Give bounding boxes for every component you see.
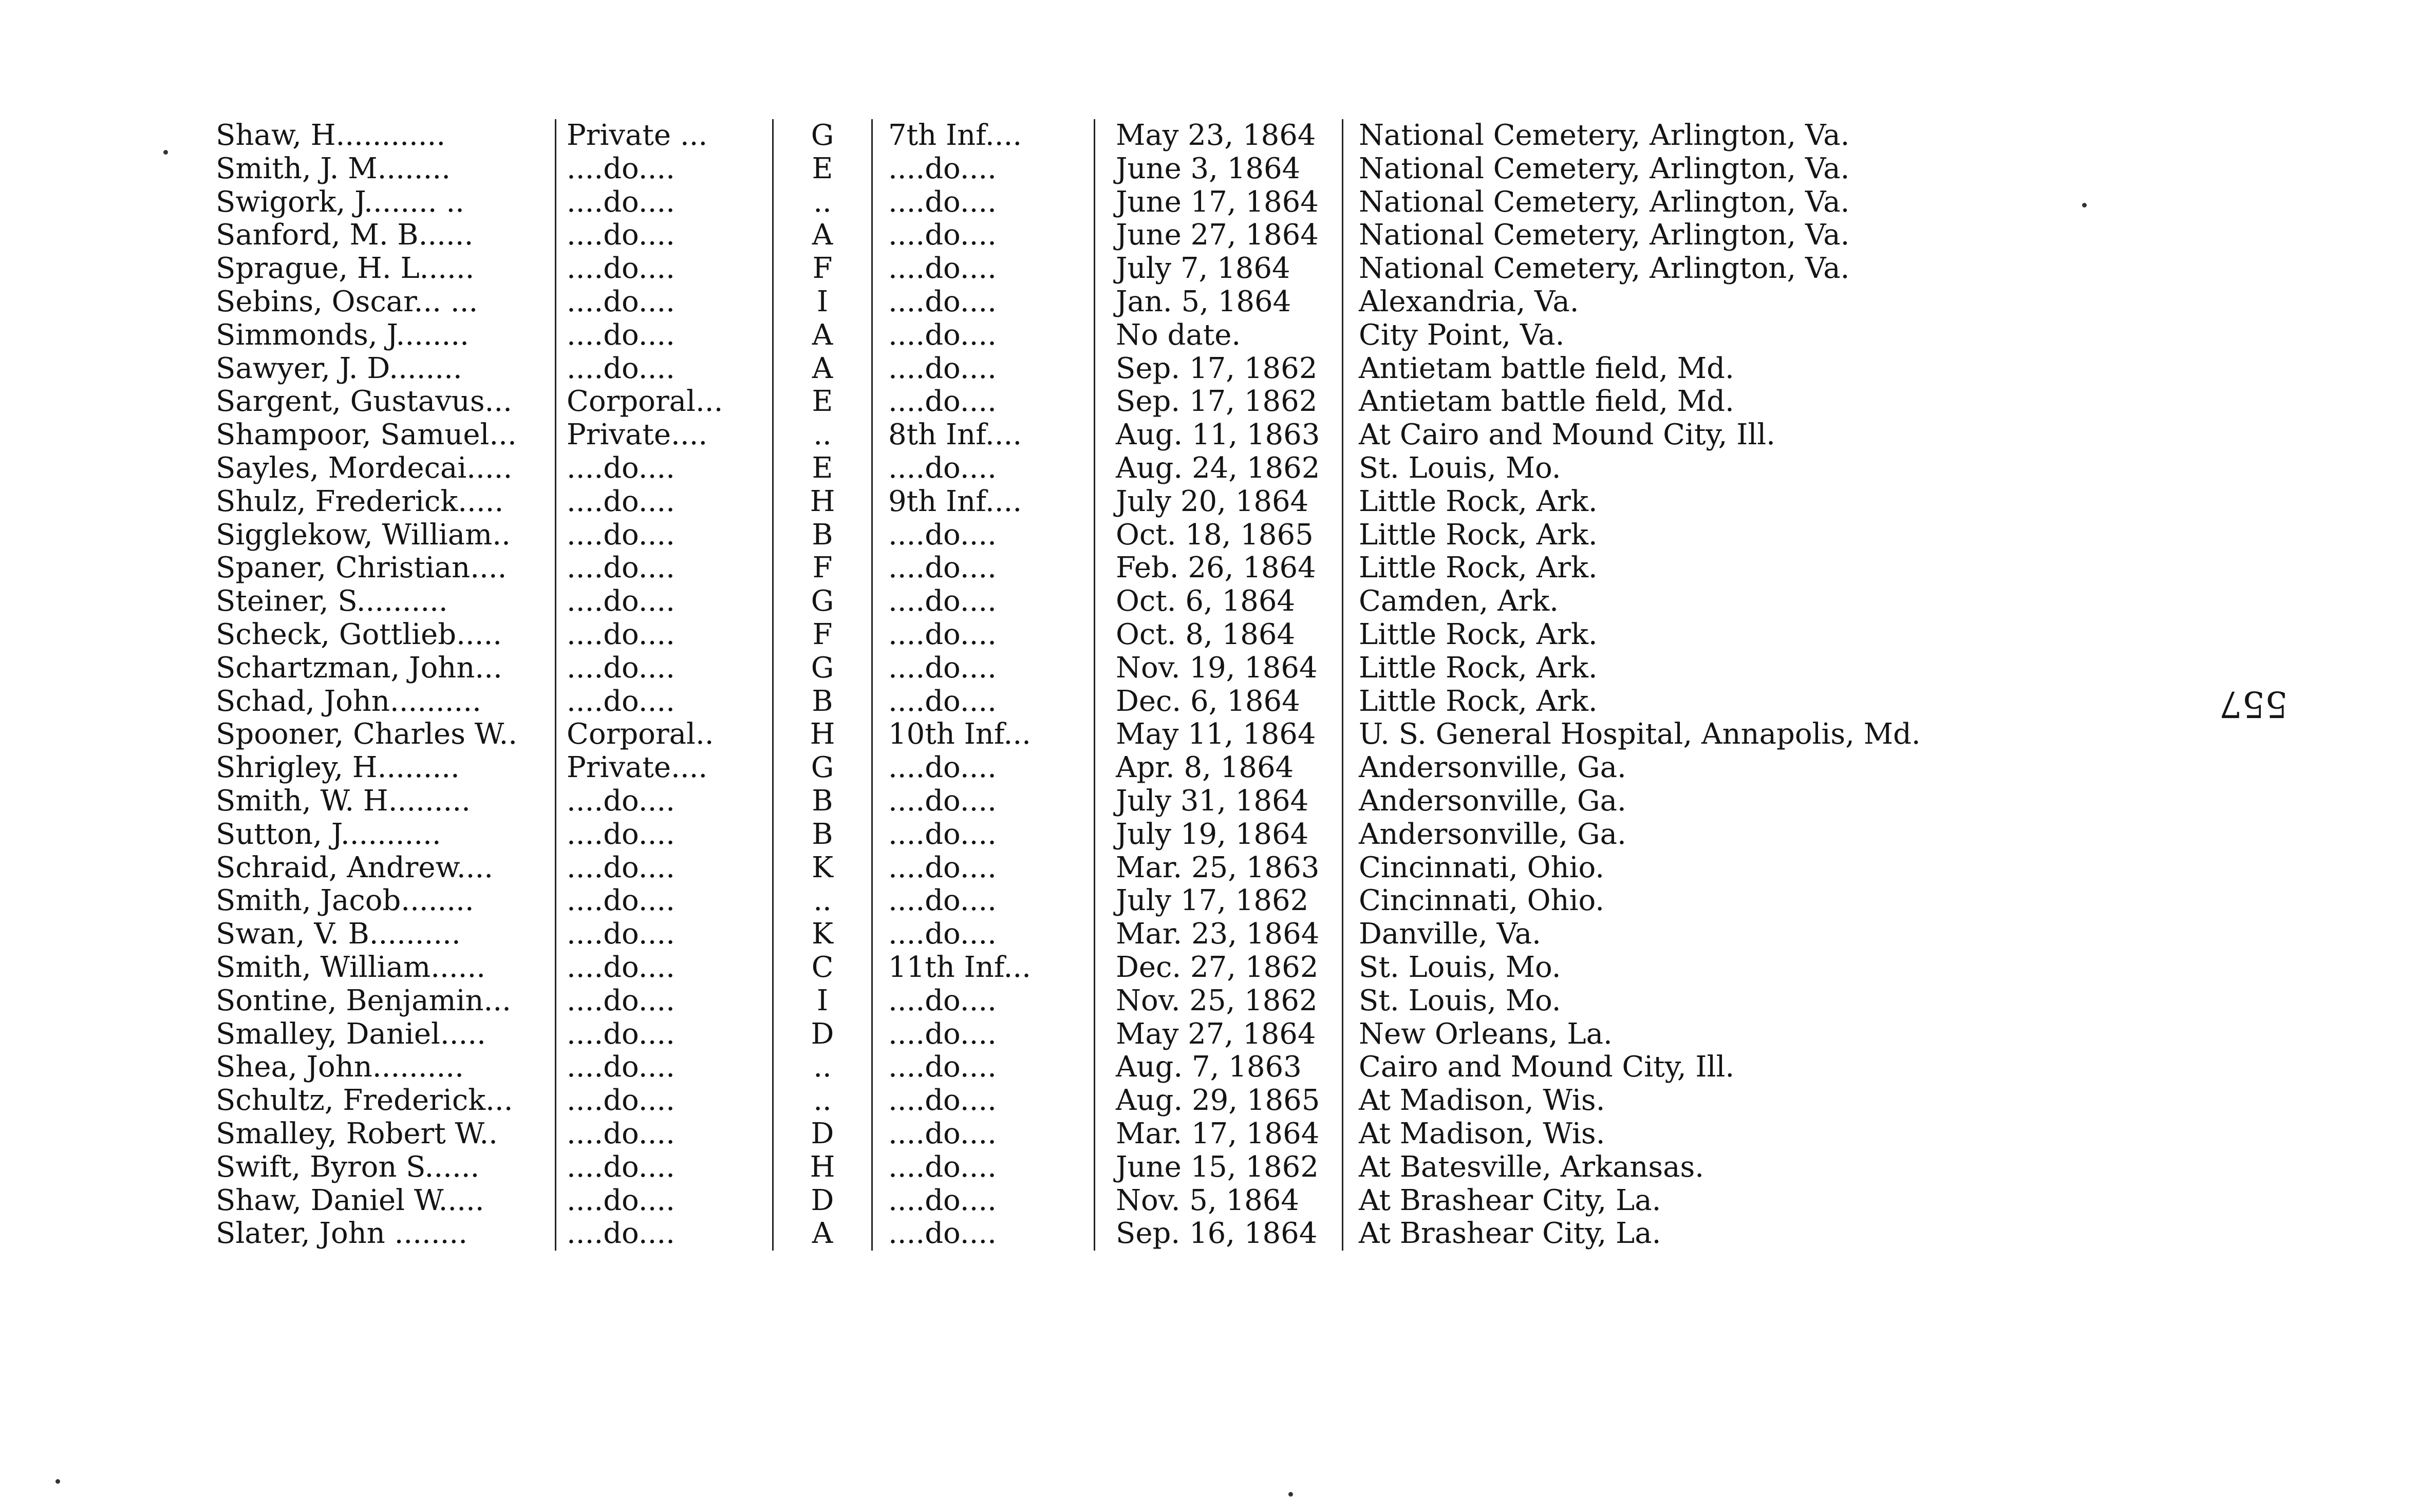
entry-company: B — [772, 818, 871, 852]
table-row — [216, 419, 1962, 452]
entry-regiment: ....do.... — [871, 1118, 1094, 1151]
entry-name: Swigork, J........ .. — [216, 185, 464, 219]
entry-date: June 15, 1862 — [1094, 1151, 1342, 1184]
entry-company: K — [772, 918, 871, 951]
entry-rank: ....do.... — [555, 852, 772, 885]
entry-regiment: 7th Inf.... — [871, 119, 1094, 153]
entry-rank: ....do.... — [555, 1051, 772, 1084]
entry-name: Smalley, Robert W.. — [216, 1117, 498, 1150]
table-row — [216, 385, 1962, 419]
entry-date: Apr. 8, 1864 — [1094, 751, 1342, 785]
entry-date: Dec. 27, 1862 — [1094, 951, 1342, 985]
entry-rank: Private ... — [555, 119, 772, 153]
entry-regiment: ....do.... — [871, 319, 1094, 352]
entry-regiment: ....do.... — [871, 918, 1094, 951]
entry-date: May 11, 1864 — [1094, 718, 1342, 751]
entry-place: U. S. General Hospital, Annapolis, Md. — [1342, 718, 1950, 751]
entry-rank: ....do.... — [555, 1217, 772, 1251]
entry-rank: ....do.... — [555, 186, 772, 219]
entry-date: Aug. 11, 1863 — [1094, 419, 1342, 452]
table-row — [216, 452, 1962, 485]
speck — [55, 1479, 60, 1484]
entry-place: City Point, Va. — [1342, 319, 1950, 352]
entry-place: Andersonville, Ga. — [1342, 818, 1950, 852]
entry-date: Sep. 17, 1862 — [1094, 352, 1342, 386]
entry-rank: ....do.... — [555, 286, 772, 319]
entry-rank: ....do.... — [555, 951, 772, 985]
entry-regiment: ....do.... — [871, 985, 1094, 1018]
entry-place: National Cemetery, Arlington, Va. — [1342, 219, 1950, 252]
entry-name: Sigglekow, William.. — [216, 518, 511, 552]
table-row — [216, 852, 1962, 885]
entry-regiment: ....do.... — [871, 452, 1094, 485]
entry-name: Shrigley, H......... — [216, 751, 460, 785]
entry-regiment: ....do.... — [871, 186, 1094, 219]
entry-place: National Cemetery, Arlington, Va. — [1342, 153, 1950, 186]
entry-name: Swan, V. B.......... — [216, 918, 461, 951]
table-row — [216, 1018, 1962, 1051]
entry-name: Shea, John.......... — [216, 1051, 464, 1084]
entry-place: Danville, Va. — [1342, 918, 1950, 951]
entry-regiment: ....do.... — [871, 818, 1094, 852]
table-row — [216, 985, 1962, 1018]
entry-place: Cairo and Mound City, Ill. — [1342, 1051, 1950, 1084]
entry-company: B — [772, 785, 871, 818]
entry-company: .. — [772, 419, 871, 452]
entry-regiment: ....do.... — [871, 1184, 1094, 1218]
entry-name: Smith, W. H......... — [216, 784, 471, 818]
entry-company: A — [772, 319, 871, 352]
entry-company: I — [772, 985, 871, 1018]
entry-regiment: ....do.... — [871, 751, 1094, 785]
entry-regiment: ....do.... — [871, 385, 1094, 419]
entry-place: Antietam battle field, Md. — [1342, 385, 1950, 419]
entry-date: Mar. 23, 1864 — [1094, 918, 1342, 951]
entry-rank: ....do.... — [555, 485, 772, 519]
entry-date: July 17, 1862 — [1094, 884, 1342, 918]
entry-date: Sep. 17, 1862 — [1094, 385, 1342, 419]
entry-date: Aug. 24, 1862 — [1094, 452, 1342, 485]
entry-name: Schraid, Andrew.... — [216, 851, 494, 884]
entry-name: Spooner, Charles W.. — [216, 718, 518, 751]
entry-company: D — [772, 1118, 871, 1151]
entry-date: No date. — [1094, 319, 1342, 352]
entry-name: Swift, Byron S...... — [216, 1150, 480, 1184]
table-row — [216, 552, 1962, 585]
entry-place: National Cemetery, Arlington, Va. — [1342, 252, 1950, 286]
entry-name: Sayles, Mordecai..... — [216, 451, 513, 485]
entry-name: Shaw, Daniel W..... — [216, 1184, 484, 1217]
table-row — [216, 718, 1962, 751]
table-row — [216, 1184, 1962, 1218]
entry-place: New Orleans, La. — [1342, 1018, 1950, 1051]
table-row — [216, 485, 1962, 519]
entry-regiment: ....do.... — [871, 1217, 1094, 1251]
entry-rank: Private.... — [555, 419, 772, 452]
entry-regiment: 10th Inf... — [871, 718, 1094, 751]
entry-company: H — [772, 485, 871, 519]
entry-rank: ....do.... — [555, 918, 772, 951]
entry-place: Camden, Ark. — [1342, 585, 1950, 618]
entry-place: St. Louis, Mo. — [1342, 985, 1950, 1018]
table-row — [216, 286, 1962, 319]
entry-date: May 23, 1864 — [1094, 119, 1342, 153]
entry-regiment: 9th Inf.... — [871, 485, 1094, 519]
entry-company: E — [772, 153, 871, 186]
entry-place: Little Rock, Ark. — [1342, 519, 1950, 552]
entry-rank: ....do.... — [555, 585, 772, 618]
entry-place: National Cemetery, Arlington, Va. — [1342, 119, 1950, 153]
entry-rank: ....do.... — [555, 519, 772, 552]
table-row — [216, 186, 1962, 219]
entry-date: June 27, 1864 — [1094, 219, 1342, 252]
entry-company: C — [772, 951, 871, 985]
entry-rank: ....do.... — [555, 452, 772, 485]
entry-place: At Madison, Wis. — [1342, 1084, 1950, 1118]
entry-company: .. — [772, 884, 871, 918]
entry-date: Mar. 17, 1864 — [1094, 1118, 1342, 1151]
entry-date: Dec. 6, 1864 — [1094, 685, 1342, 719]
entry-company: F — [772, 618, 871, 652]
entry-company: .. — [772, 1084, 871, 1118]
entry-regiment: ....do.... — [871, 252, 1094, 286]
entry-company: H — [772, 718, 871, 751]
entry-date: Aug. 29, 1865 — [1094, 1084, 1342, 1118]
table-row — [216, 818, 1962, 852]
table-row — [216, 519, 1962, 552]
entry-rank: ....do.... — [555, 1151, 772, 1184]
entry-date: Oct. 6, 1864 — [1094, 585, 1342, 618]
entry-place: St. Louis, Mo. — [1342, 452, 1950, 485]
entry-rank: ....do.... — [555, 319, 772, 352]
entry-place: Alexandria, Va. — [1342, 286, 1950, 319]
entry-name: Shulz, Frederick..... — [216, 485, 504, 518]
entry-name: Sebins, Oscar... ... — [216, 285, 478, 318]
entry-regiment: 8th Inf.... — [871, 419, 1094, 452]
entry-date: July 19, 1864 — [1094, 818, 1342, 852]
entry-place: Little Rock, Ark. — [1342, 552, 1950, 585]
entry-rank: ....do.... — [555, 252, 772, 286]
entry-place: Cincinnati, Ohio. — [1342, 852, 1950, 885]
entry-company: E — [772, 385, 871, 419]
table-row — [216, 918, 1962, 951]
entry-date: Mar. 25, 1863 — [1094, 852, 1342, 885]
entry-company: D — [772, 1184, 871, 1218]
entry-name: Smith, Jacob........ — [216, 884, 474, 918]
table-row — [216, 119, 1962, 153]
entry-name: Sprague, H. L...... — [216, 252, 475, 286]
entry-regiment: ....do.... — [871, 552, 1094, 585]
entry-name: Smith, William...... — [216, 951, 486, 984]
entry-name: Simmonds, J........ — [216, 318, 469, 352]
entry-date: June 3, 1864 — [1094, 153, 1342, 186]
entry-rank: ....do.... — [555, 352, 772, 386]
entry-company: B — [772, 685, 871, 719]
entry-name: Schartzman, John... — [216, 651, 502, 685]
entry-rank: Corporal... — [555, 385, 772, 419]
entry-place: Andersonville, Ga. — [1342, 751, 1950, 785]
entry-date: Oct. 18, 1865 — [1094, 519, 1342, 552]
entry-name: Spaner, Christian.... — [216, 552, 507, 585]
entry-regiment: 11th Inf... — [871, 951, 1094, 985]
entry-company: B — [772, 519, 871, 552]
table-row — [216, 1217, 1962, 1251]
entry-name: Sanford, M. B...... — [216, 219, 474, 252]
entry-place: Little Rock, Ark. — [1342, 618, 1950, 652]
entry-company: E — [772, 452, 871, 485]
entry-regiment: ....do.... — [871, 1151, 1094, 1184]
table-row — [216, 219, 1962, 252]
speck — [2082, 203, 2087, 207]
entry-rank: ....do.... — [555, 618, 772, 652]
table-row — [216, 153, 1962, 186]
entry-rank: ....do.... — [555, 884, 772, 918]
entry-rank: ....do.... — [555, 219, 772, 252]
entry-place: Little Rock, Ark. — [1342, 652, 1950, 685]
entry-place: Andersonville, Ga. — [1342, 785, 1950, 818]
entry-place: At Cairo and Mound City, Ill. — [1342, 419, 1950, 452]
entry-place: Little Rock, Ark. — [1342, 485, 1950, 519]
entry-place: Cincinnati, Ohio. — [1342, 884, 1950, 918]
entry-regiment: ....do.... — [871, 519, 1094, 552]
entry-rank: ....do.... — [555, 685, 772, 719]
entry-company: F — [772, 252, 871, 286]
speck — [163, 150, 168, 155]
table-row — [216, 585, 1962, 618]
entry-rank: ....do.... — [555, 818, 772, 852]
entry-rank: ....do.... — [555, 785, 772, 818]
entry-place: Antietam battle field, Md. — [1342, 352, 1950, 386]
entry-company: I — [772, 286, 871, 319]
entry-name: Scheck, Gottlieb..... — [216, 618, 502, 651]
entry-regiment: ....do.... — [871, 685, 1094, 719]
entry-regiment: ....do.... — [871, 652, 1094, 685]
entry-rank: ....do.... — [555, 652, 772, 685]
entry-regiment: ....do.... — [871, 286, 1094, 319]
entry-date: Jan. 5, 1864 — [1094, 286, 1342, 319]
entry-rank: ....do.... — [555, 1184, 772, 1218]
entry-name: Shampoor, Samuel... — [216, 419, 517, 452]
table-row — [216, 618, 1962, 652]
entry-place: St. Louis, Mo. — [1342, 951, 1950, 985]
entry-company: .. — [772, 186, 871, 219]
entry-regiment: ....do.... — [871, 785, 1094, 818]
table-row — [216, 1084, 1962, 1118]
table-row — [216, 751, 1962, 785]
entry-place: At Madison, Wis. — [1342, 1118, 1950, 1151]
entry-date: June 17, 1864 — [1094, 186, 1342, 219]
entry-rank: ....do.... — [555, 985, 772, 1018]
entry-date: July 20, 1864 — [1094, 485, 1342, 519]
table-row — [216, 1051, 1962, 1084]
entry-regiment: ....do.... — [871, 153, 1094, 186]
table-row — [216, 1118, 1962, 1151]
entry-name: Sontine, Benjamin... — [216, 984, 511, 1017]
entry-regiment: ....do.... — [871, 1018, 1094, 1051]
entry-company: D — [772, 1018, 871, 1051]
entry-company: A — [772, 219, 871, 252]
entry-place: National Cemetery, Arlington, Va. — [1342, 186, 1950, 219]
entry-regiment: ....do.... — [871, 219, 1094, 252]
table-row — [216, 785, 1962, 818]
entry-name: Schad, John.......... — [216, 685, 481, 718]
table-row — [216, 352, 1962, 386]
entry-date: Aug. 7, 1863 — [1094, 1051, 1342, 1084]
entry-place: At Brashear City, La. — [1342, 1217, 1950, 1251]
entry-company: H — [772, 1151, 871, 1184]
entry-date: Sep. 16, 1864 — [1094, 1217, 1342, 1251]
entry-name: Slater, John ........ — [216, 1217, 468, 1251]
entry-regiment: ....do.... — [871, 1051, 1094, 1084]
entry-rank: Corporal.. — [555, 718, 772, 751]
entry-name: Smith, J. M........ — [216, 152, 451, 185]
entry-date: May 27, 1864 — [1094, 1018, 1342, 1051]
table-row — [216, 319, 1962, 352]
entry-regiment: ....do.... — [871, 352, 1094, 386]
entry-company: G — [772, 119, 871, 153]
entry-name: Shaw, H............ — [216, 119, 446, 152]
table-row — [216, 252, 1962, 286]
entry-rank: ....do.... — [555, 1018, 772, 1051]
entry-name: Sutton, J........... — [216, 818, 441, 851]
entry-regiment: ....do.... — [871, 852, 1094, 885]
entry-company: K — [772, 852, 871, 885]
table-row — [216, 685, 1962, 719]
table-row — [216, 652, 1962, 685]
entry-date: Oct. 8, 1864 — [1094, 618, 1342, 652]
entry-place: At Brashear City, La. — [1342, 1184, 1950, 1218]
entry-company: G — [772, 652, 871, 685]
page-number: 557 — [2219, 683, 2288, 725]
entry-date: July 31, 1864 — [1094, 785, 1342, 818]
entry-rank: Private.... — [555, 751, 772, 785]
entry-regiment: ....do.... — [871, 884, 1094, 918]
entry-regiment: ....do.... — [871, 1084, 1094, 1118]
entry-company: G — [772, 585, 871, 618]
table-row — [216, 1151, 1962, 1184]
entry-regiment: ....do.... — [871, 585, 1094, 618]
entry-name: Sargent, Gustavus... — [216, 385, 512, 419]
entry-company: F — [772, 552, 871, 585]
entry-rank: ....do.... — [555, 1118, 772, 1151]
entry-rank: ....do.... — [555, 153, 772, 186]
entry-company: .. — [772, 1051, 871, 1084]
entry-company: A — [772, 352, 871, 386]
entry-place: Little Rock, Ark. — [1342, 685, 1950, 719]
entry-rank: ....do.... — [555, 1084, 772, 1118]
entry-place: At Batesville, Arkansas. — [1342, 1151, 1950, 1184]
entry-company: A — [772, 1217, 871, 1251]
entry-date: Nov. 5, 1864 — [1094, 1184, 1342, 1218]
entry-date: Nov. 19, 1864 — [1094, 652, 1342, 685]
table-row — [216, 884, 1962, 918]
entry-name: Sawyer, J. D........ — [216, 352, 462, 385]
entry-regiment: ....do.... — [871, 618, 1094, 652]
entry-date: Nov. 25, 1862 — [1094, 985, 1342, 1018]
speck — [1288, 1492, 1293, 1497]
entry-name: Schultz, Frederick... — [216, 1084, 513, 1118]
entry-date: July 7, 1864 — [1094, 252, 1342, 286]
entry-rank: ....do.... — [555, 552, 772, 585]
table-row — [216, 951, 1962, 985]
entry-name: Steiner, S.......... — [216, 585, 448, 618]
roster-table — [216, 119, 1962, 1251]
entry-date: Feb. 26, 1864 — [1094, 552, 1342, 585]
entry-name: Smalley, Daniel..... — [216, 1017, 486, 1051]
entry-company: G — [772, 751, 871, 785]
